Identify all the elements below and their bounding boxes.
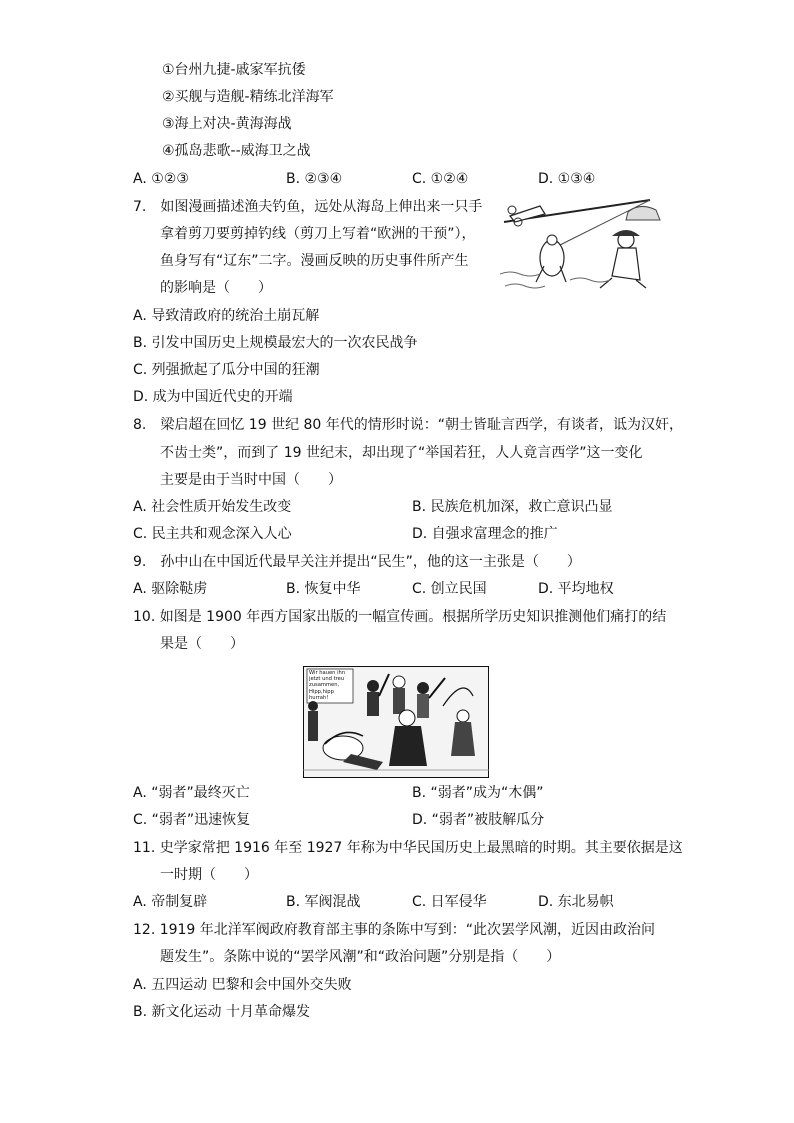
q9-option-a[interactable]: A. 驱除鞑虏	[133, 581, 208, 597]
q7-stem-line-2: 拿着剪刀要剪掉钓线（剪刀上写着“欧洲的干预”），	[160, 226, 476, 242]
q10-option-a[interactable]: A. “弱者”最终灭亡	[133, 785, 250, 801]
q10-propaganda-image	[303, 666, 489, 778]
q11-stem-line-1: 11. 史学家常把 1916 年至 1927 年称为中华民国历史上最黑暗的时期。其主要依据是这	[133, 840, 683, 856]
q7-option-c[interactable]: C. 列强掀起了瓜分中国的狂潮	[133, 362, 320, 378]
q7-option-b[interactable]: B. 引发中国历史上规模最宏大的一次农民战争	[133, 335, 418, 351]
q6-item-1: ①台州九捷-戚家军抗倭	[162, 62, 306, 78]
q12-stem-line-1: 12. 1919 年北洋军阀政府教育部主事的条陈中写到：“此次罢学风潮，近因由政治问	[133, 922, 656, 938]
q8-option-c[interactable]: C. 民主共和观念深入人心	[133, 526, 292, 542]
q10-image-caption: Wir hauen ihn jetzt und treu zusammen, Hipp,hipp hurrah!	[309, 670, 346, 701]
q8-option-a[interactable]: A. 社会性质开始发生改变	[133, 499, 292, 515]
q7-cartoon-image	[500, 196, 662, 292]
q10-option-c[interactable]: C. “弱者”迅速恢复	[133, 812, 251, 828]
q10-stem-line-1: 10. 如图是 1900 年西方国家出版的一幅宣传画。根据所学历史知识推测他们痛打的结	[133, 609, 667, 625]
q7-stem-line-3: 鱼身写有“辽东”二字。漫画反映的历史事件所产生	[160, 253, 469, 269]
q11-stem-line-2: 一时期（ ）	[160, 867, 258, 883]
q9-stem: 9. 孙中山在中国近代最早关注并提出“民生”，他的这一主张是（ ）	[133, 554, 581, 570]
q11-option-b[interactable]: B. 军阀混战	[286, 894, 361, 910]
q7-stem-line-1: 7. 如图漫画描述渔夫钓鱼，远处从海岛上伸出来一只手	[133, 199, 483, 215]
q7-option-a[interactable]: A. 导致清政府的统治土崩瓦解	[133, 308, 320, 324]
q7-stem-line-4: 的影响是（ ）	[160, 280, 272, 296]
q9-option-b[interactable]: B. 恢复中华	[286, 581, 361, 597]
q8-option-b[interactable]: B. 民族危机加深，救亡意识凸显	[412, 499, 613, 515]
q6-item-4: ④孤岛悲歌--威海卫之战	[162, 143, 311, 159]
q9-option-d[interactable]: D. 平均地权	[538, 581, 614, 597]
q10-option-b[interactable]: B. “弱者”成为“木偶”	[412, 785, 544, 801]
q11-option-d[interactable]: D. 东北易帜	[538, 894, 614, 910]
q11-option-c[interactable]: C. 日军侵华	[412, 894, 487, 910]
q10-stem-line-2: 果是（ ）	[160, 636, 244, 652]
q11-option-a[interactable]: A. 帝制复辟	[133, 894, 208, 910]
q6-option-a[interactable]: A. ①②③	[133, 171, 189, 187]
q6-option-d[interactable]: D. ①③④	[538, 171, 596, 187]
q6-option-c[interactable]: C. ①②④	[412, 171, 469, 187]
q8-stem-line-2: 不齿士类”，而到了 19 世纪末，却出现了“举国若狂，人人竟言西学”这一变化	[160, 445, 643, 461]
q8-stem-line-3: 主要是由于当时中国（ ）	[160, 472, 342, 488]
q6-item-3: ③海上对决-黄海海战	[162, 116, 292, 132]
q12-option-a[interactable]: A. 五四运动 巴黎和会中国外交失败	[133, 977, 352, 993]
q6-item-2: ②买舰与造舰-精练北洋海军	[162, 89, 334, 105]
q8-stem-line-1: 8. 梁启超在回忆 19 世纪 80 年代的情形时说：“朝士皆耻言西学，有谈者，诋为汉奸，	[133, 417, 684, 433]
q12-stem-line-2: 题发生”。条陈中说的“罢学风潮”和“政治问题”分别是指（ ）	[160, 949, 561, 965]
q8-option-d[interactable]: D. 自强求富理念的推广	[412, 526, 558, 542]
q10-option-d[interactable]: D. “弱者”被肢解瓜分	[412, 812, 545, 828]
q6-option-b[interactable]: B. ②③④	[286, 171, 343, 187]
q7-option-d[interactable]: D. 成为中国近代史的开端	[133, 389, 293, 405]
q12-option-b[interactable]: B. 新文化运动 十月革命爆发	[133, 1004, 310, 1020]
q9-option-c[interactable]: C. 创立民国	[412, 581, 487, 597]
